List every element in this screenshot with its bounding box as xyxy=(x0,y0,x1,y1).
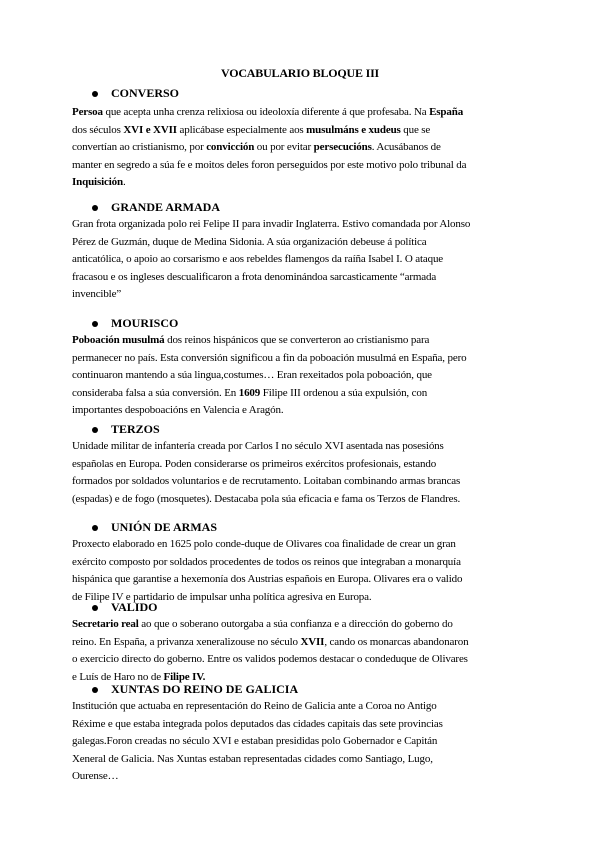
definition-line xyxy=(72,536,532,554)
entry-term-label: CONVERSO xyxy=(111,86,180,100)
bold-text: Filipe IV. xyxy=(163,670,206,683)
text-span: españolas en Europa. Poden considerarse os primeiros exércitos profesionais, estando xyxy=(72,457,437,470)
entry-term xyxy=(92,200,220,215)
text-span: Pérez de Guzmán, duque de Medina Sidonia. A súa organización debeuse á política xyxy=(72,235,427,248)
text-span: ao que o soberano outorgaba a súa confianza e a dirección do goberno do xyxy=(138,618,453,630)
entry-definition xyxy=(72,616,532,686)
page-title: VOCABULARIO BLOQUE III xyxy=(220,66,380,80)
bold-text: Inquisición xyxy=(72,176,123,188)
text-span: formados por soldados voluntarios e de recrutamento. Loitaban combinando armas brancas xyxy=(72,475,461,487)
entry-term xyxy=(92,682,298,697)
entry-term-label: UNIÓN DE ARMAS xyxy=(111,520,218,534)
text-span: consideraba falsa a súa conversión. En xyxy=(72,386,239,399)
text-span: fracasou e os ingleses descualificaron a frota denominándoa sarcasticamente “armada xyxy=(72,270,437,283)
definition-line xyxy=(72,634,532,652)
text-span: galegas.Foron creadas no século XVI e estaban presididas polo Gobernador e Capitán xyxy=(72,735,438,747)
entry-definition xyxy=(72,698,532,786)
bold-text: Secretario real xyxy=(72,618,139,630)
entry-term-label: VALIDO xyxy=(111,600,158,614)
text-span: hispánica que garantise a hexemonía dos Austrias españois en Europa. Olivares era o valido xyxy=(72,573,463,585)
text-span: (espadas) e de fogo (mosquetes). Destacaba pola súa eficacia e fama os Terzos de Flandres. xyxy=(72,492,461,505)
bold-text: Persoa xyxy=(72,106,103,118)
text-span: Unidade militar de infantería creada por Carlos I no século XVI asentada nas posesións xyxy=(72,440,444,452)
definition-line xyxy=(72,698,532,716)
definition-line xyxy=(72,174,532,192)
bullet-icon xyxy=(92,605,98,611)
bold-text: 1609 xyxy=(238,386,261,399)
bullet-icon xyxy=(92,91,98,97)
text-span: Ourense… xyxy=(72,770,119,782)
text-span: o exercicio directo do goberno. Entre os validos podemos destacar o condeduque de Olivares xyxy=(72,653,468,665)
text-span: Proxecto elaborado en 1625 polo conde-duque de Olivares coa finalidade de crear un gran xyxy=(72,538,456,550)
text-span: dos séculos xyxy=(72,123,124,136)
entry-term-label: GRANDE ARMADA xyxy=(111,200,220,214)
definition-line xyxy=(72,251,532,269)
definition-line xyxy=(72,216,532,234)
entry-definition xyxy=(72,438,532,508)
text-span: que se xyxy=(400,123,431,136)
text-span: reino. En España, a privanza xeneralizouse no século xyxy=(72,635,301,648)
definition-line xyxy=(72,616,532,634)
text-span: que acepta unha crenza relixiosa ou ideoloxía diferente á que profesaba. Na xyxy=(102,106,430,118)
bold-text: XVII xyxy=(300,635,325,648)
bold-text: persecucións xyxy=(313,141,372,153)
text-span: Xeneral de Galicia. Nas Xuntas estaban representadas cidades como Santiago, Lugo, xyxy=(72,752,433,765)
entry-definition xyxy=(72,536,532,606)
entry-term xyxy=(92,86,179,101)
bullet-icon xyxy=(92,427,98,433)
definition-line xyxy=(72,122,532,140)
entry-definition xyxy=(72,216,532,304)
text-span: de Filipe IV e partidario de impulsar unha política agresiva en Europa. xyxy=(72,590,372,603)
text-span: Réxime e que estaba integrada polos deputados das cidades capitais das sete provincias xyxy=(72,717,443,730)
entry-term xyxy=(92,316,178,331)
definition-line xyxy=(72,234,532,252)
text-span: . Acusábanos de xyxy=(371,141,441,153)
definition-line xyxy=(72,571,532,589)
entry-term-label: TERZOS xyxy=(111,422,160,436)
definition-line xyxy=(72,269,532,287)
definition-line xyxy=(72,733,532,751)
text-span: convertían ao cristianismo, por xyxy=(72,141,207,153)
definition-line xyxy=(72,367,532,385)
text-span: dos reinos hispánicos que se converteron ao cristianismo para xyxy=(164,334,430,346)
entry-term-label: MOURISCO xyxy=(111,316,179,330)
definition-line xyxy=(72,751,532,769)
text-span: aplicábase especialmente aos xyxy=(176,123,307,136)
bold-text: musulmáns e xudeus xyxy=(306,123,401,136)
definition-line xyxy=(72,385,532,403)
text-span: ou por evitar xyxy=(254,141,314,153)
entry-term-label: XUNTAS DO REINO DE GALICIA xyxy=(111,682,299,696)
entry-term xyxy=(92,520,217,535)
entry-term xyxy=(92,600,157,615)
text-span: Gran frota organizada polo rei Felipe II para invadir Inglaterra. Estivo comandada por Alonso xyxy=(72,218,471,230)
text-span: manter en segredo a súa fe e moitos deles foron perseguidos por este motivo polo tribunal da xyxy=(72,158,467,171)
definition-line xyxy=(72,716,532,734)
definition-line xyxy=(72,139,532,157)
entry-definition xyxy=(72,104,532,192)
text-span: permanecer no país. Esta conversión significou a fin da poboación musulmá en España, pero xyxy=(72,351,467,364)
definition-line xyxy=(72,491,532,509)
text-span: Institución que actuaba en representación do Reino de Galicia ante a Coroa no Antigo xyxy=(72,700,437,712)
bold-text: Poboación musulmá xyxy=(72,334,165,346)
definition-line xyxy=(72,350,532,368)
text-span: anticatólica, o apoio ao corsarismo e aos rebeldes flamengos da raíña Isabel I. O ataque xyxy=(72,253,444,265)
definition-line xyxy=(72,456,532,474)
bullet-icon xyxy=(92,687,98,693)
bold-text: España xyxy=(429,106,464,118)
bold-text: XVI e XVII xyxy=(123,123,177,136)
bullet-icon xyxy=(92,525,98,531)
definition-line xyxy=(72,554,532,572)
definition-line xyxy=(72,332,532,350)
text-span: . xyxy=(122,176,126,188)
definition-line xyxy=(72,438,532,456)
definition-line xyxy=(72,402,532,420)
bullet-icon xyxy=(92,205,98,211)
text-span: , cando os monarcas abandonaron xyxy=(324,635,469,648)
definition-line xyxy=(72,286,532,304)
definition-line xyxy=(72,473,532,491)
bold-text: convicción xyxy=(206,141,255,153)
definition-line xyxy=(72,651,532,669)
entry-definition xyxy=(72,332,532,420)
definition-line xyxy=(72,104,532,122)
entry-term xyxy=(92,422,160,437)
definition-line xyxy=(72,157,532,175)
definition-line xyxy=(72,768,532,786)
text-span: invencible” xyxy=(72,288,122,300)
text-span: continuaron mantendo a súa lingua,costumes… Eran rexeitados pola poboación, que xyxy=(72,369,432,381)
bullet-icon xyxy=(92,321,98,327)
text-span: e Luís de Haro no de xyxy=(72,670,164,683)
text-span: importantes despoboacións en Valencia e Aragón. xyxy=(72,404,284,416)
text-span: Filipe III ordenou a súa expulsión, con xyxy=(260,386,428,399)
text-span: exército composto por soldados procedentes de todos os reinos que integraban a monarquía xyxy=(72,555,461,568)
